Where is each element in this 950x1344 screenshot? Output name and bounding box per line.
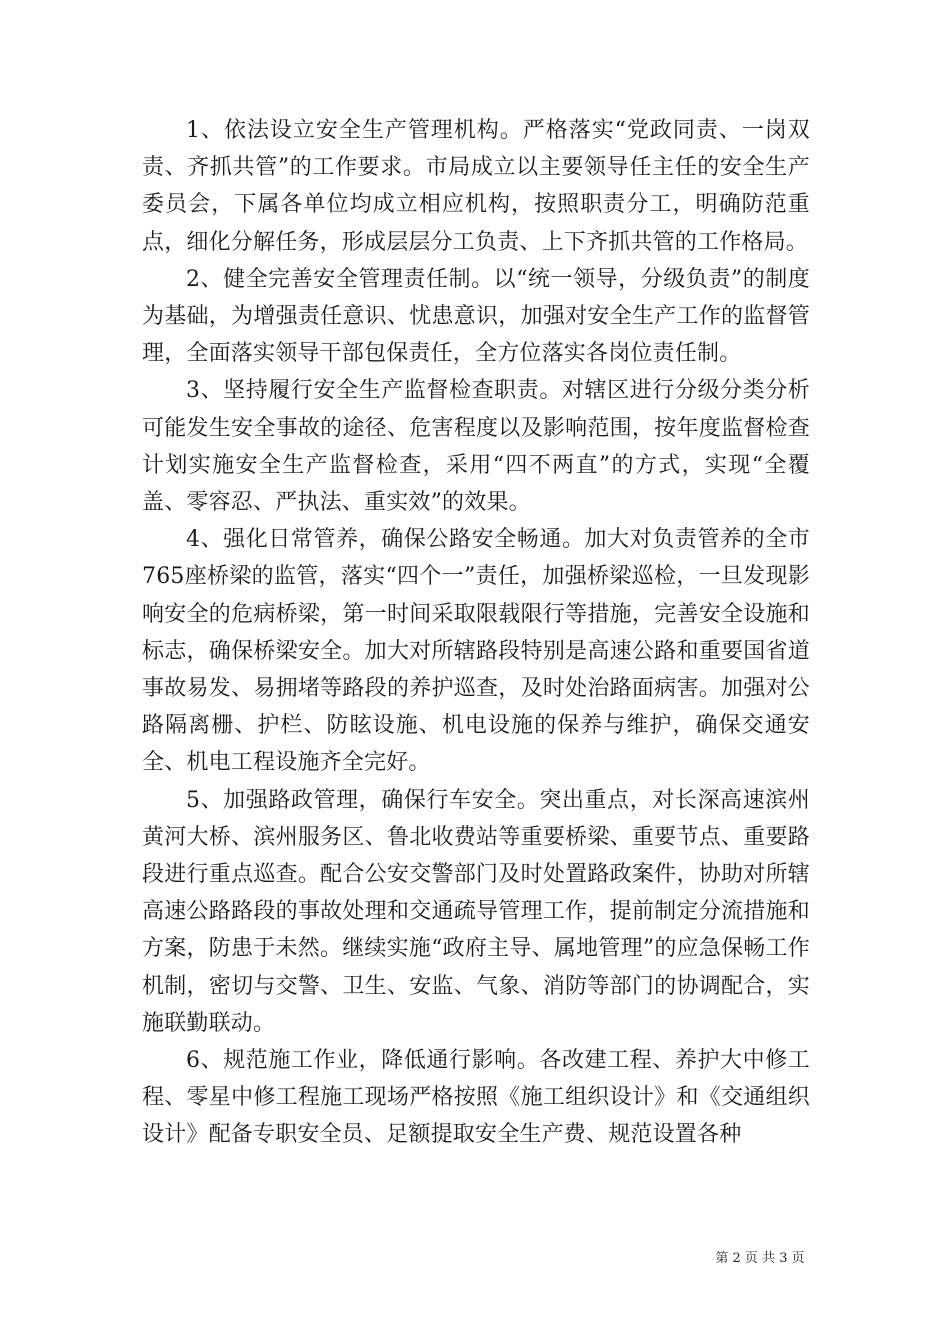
paragraph-2: 2、健全完善安全管理责任制。以“统一领导，分级负责”的制度为基础，为增强责任意识、忧患意识，加强对安全生产工作的监督管理，全面落实领导干部包保责任，全方位落实各岗位责任制。 — [142, 266, 810, 367]
document-body — [142, 112, 810, 1154]
paragraph-4: 4、强化日常管养，确保公路安全畅通。加大对负责管养的全市765座桥梁的监管，落实“四个一”责任，加强桥梁巡检，一旦发现影响安全的危病桥梁，第一时间采取限载限行等措施，完善安全设施和标志，确保桥梁安全。加大对所辖路段特别是高速公路和重要国省道事故易发、易拥堵等路段的养护巡查，及时处治路面病害。加强对公路隔离栅、护栏、防眩设施、机电设施的保养与维护，确保交通安全、机电工程设施齐全完好。 — [142, 527, 810, 776]
paragraph-3: 3、坚持履行安全生产监督检查职责。对辖区进行分级分类分析可能发生安全事故的途径、危害程度以及影响范围，按年度监督检查计划实施安全生产监督检查，采用“四不两直”的方式，实现“全覆盖、零容忍、严执法、重实效”的效果。 — [142, 378, 810, 516]
paragraph-6: 6、规范施工作业，降低通行影响。各改建工程、养护大中修工程、零星中修工程施工现场严格按照《施工组织设计》和《交通组织设计》配备专职安全员、足额提取安全生产费、规范设置各种 — [142, 1048, 810, 1148]
paragraph-1: 1、依法设立安全生产管理机构。严格落实“党政同责、一岗双责、齐抓共管”的工作要求。市局成立以主要领导任主任的安全生产委员会，下属各单位均成立相应机构，按照职责分工，明确防范重点，细化分解任务，形成层层分工负责、上下齐抓共管的工作格局。 — [142, 118, 810, 255]
paragraph-5: 5、加强路政管理，确保行车安全。突出重点，对长深高速滨州黄河大桥、滨州服务区、鲁北收费站等重要桥梁、重要节点、重要路段进行重点巡查。配合公安交警部门及时处置路政案件，协助对所辖高速公路路段的事故处理和交通疏导管理工作，提前制定分流措施和方案，防患于未然。继续实施“政府主导、属地管理”的应急保畅工作机制，密切与交警、卫生、安监、气象、消防等部门的协调配合，实施联勤联动。 — [142, 787, 810, 1036]
page-number-footer: 第 2 页 共 3 页 — [715, 1251, 805, 1266]
